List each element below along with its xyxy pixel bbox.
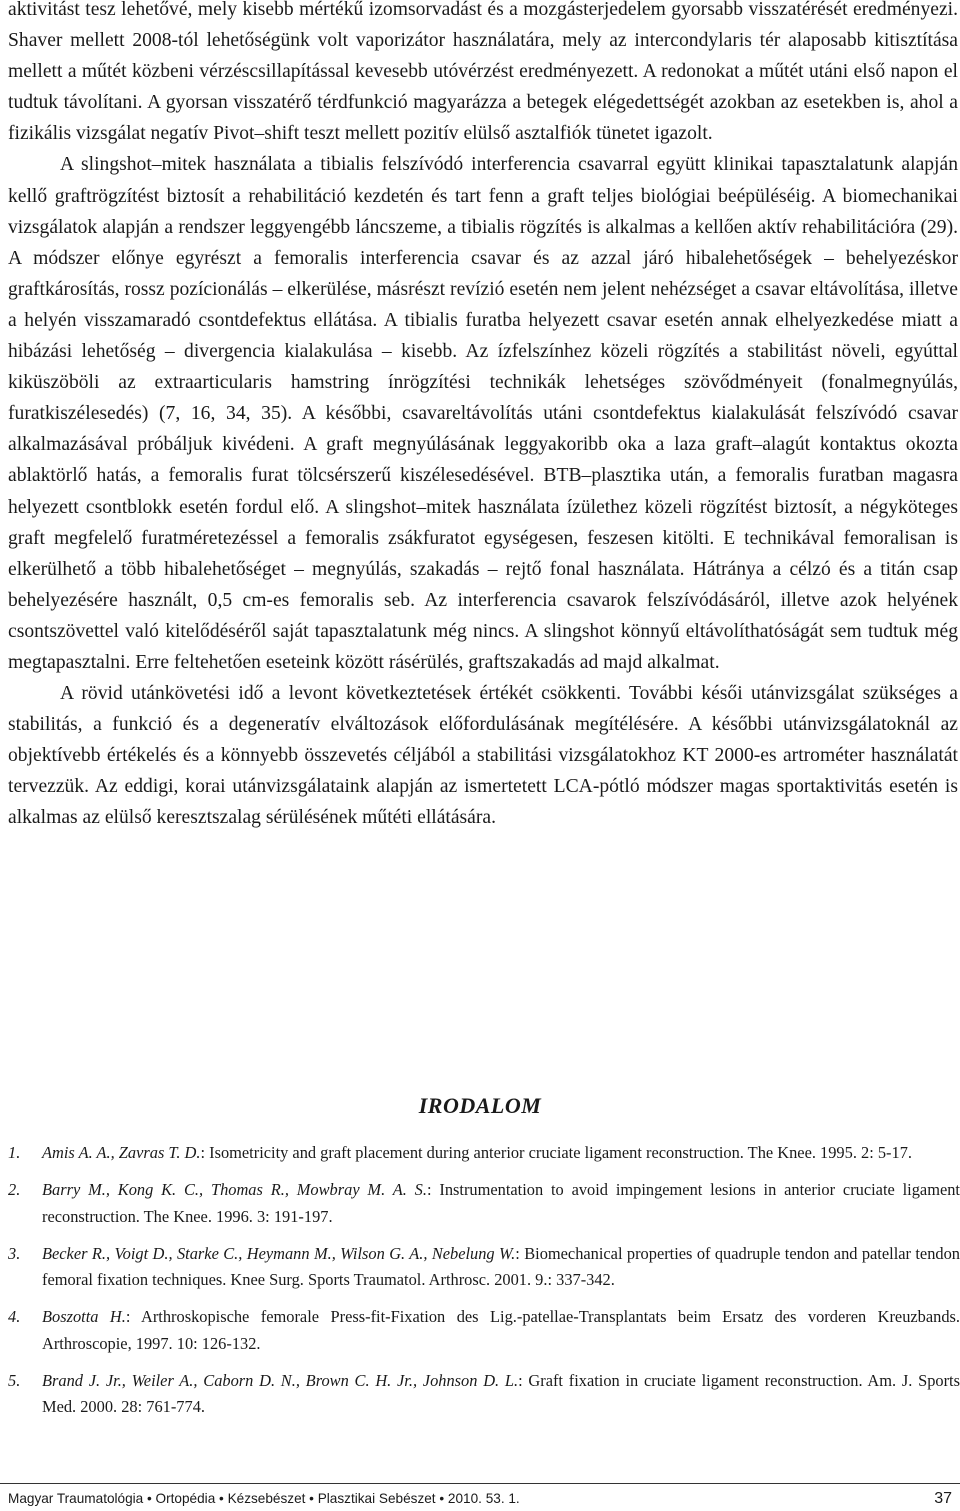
reference-authors: Becker R., Voigt D., Starke C., Heymann M., Wilson G. A., Nebelung W. (42, 1243, 516, 1263)
page-footer (8, 1489, 952, 1509)
reference-citation: : Instrumentation to avoid impingement lesions in anterior cruciate ligament reconstruction. The Knee. 1996. 3: 191-197. (42, 1180, 960, 1226)
article-body (8, 0, 958, 834)
reference-item (0, 1177, 960, 1230)
references-heading: IRODALOM (418, 1093, 542, 1118)
reference-list (0, 1140, 960, 1431)
body-paragraph: aktivitást tesz lehetővé, mely kisebb mértékű izomsorvadást és a mozgásterjedelem gyorsabb visszatérését eredményezi. Shaver mellett 2008-tól lehetőségünk volt vaporizátor használatára, mely az intercondylaris tér alaposabb kitisztítása mellett a műtét közbeni vérzéscsillapítással kevesebb utóvérzést eredményezett. A redonokat a műtét utáni első napon el tudtuk távolítani. A gyorsan visszatérő térdfunkció magyarázza a betegek elégedettségét azokban az esetekben is, ahol a fizikális vizsgálat negatív Pivot–shift teszt mellett pozitív elülső asztalfiók tünetet igazolt. (8, 0, 958, 145)
reference-citation: : Graft fixation in cruciate ligament reconstruction. Am. J. Sports Med. 2000. 28: 761-774. (42, 1370, 960, 1416)
journal-citation: Magyar Traumatológia • Ortopédia • Kézsebészet • Plasztikai Sebészet • 2010. 53. 1. (8, 1491, 520, 1506)
reference-authors: Brand J. Jr., Weiler A., Caborn D. N., Brown C. H. Jr., Johnson D. L. (42, 1370, 519, 1390)
reference-item (0, 1140, 960, 1167)
reference-item (0, 1368, 960, 1421)
reference-citation: : Arthroskopische femorale Press-fit-Fixation des Lig.-patellae-Transplantats beim Ersatz des vorderen Kreuzbands. Arthroscopie, 1997. 10: 126-132. (42, 1307, 960, 1353)
reference-item (0, 1241, 960, 1294)
reference-item (0, 1304, 960, 1357)
reference-number: 3. (8, 1243, 21, 1263)
reference-number: 5. (8, 1370, 21, 1390)
reference-authors: Barry M., Kong K. C., Thomas R., Mowbray M. A. S. (42, 1180, 427, 1199)
reference-authors: Amis A. A., Zavras T. D. (42, 1143, 201, 1162)
body-paragraph: A rövid utánkövetési idő a levont következtetések értékét csökkenti. További késői utánvizsgálat szükséges a stabilitás, a funkció és a degeneratív elváltozások előfordulásának megítélésére. A későbbi utánvizsgálatoknál az objektívebb értékelés és a könnyebb összevetés céljából a stabilitási vizsgálatokhoz KT 2000-es artrométer használatát tervezzük. Az eddigi, korai utánvizsgálataink alapján az ismertetett LCA-pótló módszer magas sportaktivitás esetén is alkalmas az elülső keresztszalag sérülésének műtéti ellátására. (8, 683, 958, 829)
reference-number: 1. (8, 1143, 21, 1162)
reference-citation: : Isometricity and graft placement during anterior cruciate ligament reconstruction. The Knee. 1995. 2: 5-17. (200, 1143, 913, 1162)
page-number: 37 (934, 1490, 952, 1507)
reference-authors: Boszotta H. (42, 1307, 126, 1326)
body-paragraph: A slingshot–mitek használata a tibialis felszívódó interferencia csavarral együtt klinikai tapasztalatunk alapján kellő graftrögzítést biztosít a rehabilitáció kezdetén és tart fenn a graft teljes biológiai beépüléséig. A biomechanikai vizsgálatok alapján a rendszer leggyengébb láncszeme, a tibialis rögzítés is alkalmas a kellően aktív rehabilitációra (29). A módszer előnye egyrészt a femoralis interferencia csavar és az azzal járó hibalehetőségek – behelyezéskor graftkárosítás, rossz pozícionálás – elkerülése, másrészt revízió esetén nem jelent nehézséget a csavar eltávolítása, illetve a helyén visszamaradó csontdefektus ellátása. A tibialis furatba helyezett csavar esetén annak elhelyezkedése miatt a hibázási lehetőség – divergencia kialakulása – kisebb. Az ízfelszínhez közeli rögzítés a stabilitást növeli, egyúttal kiküszöböli az extraarticularis hamstring ínrögzítési technikák lehetséges szövődményeit (fonalmegnyúlás, furatkiszélesedés) (7, 16, 34, 35). A későbbi, csavareltávolítás utáni csontdefektus kialakulását felszívódó csavar alkalmazásával próbáljuk kivédeni. A graft megnyúlásának leggyakoribb oka a laza graft–alagút kontaktus okozta ablaktörlő hatás, a femoralis furat tölcsérszerű kiszélesedésével. BTB–plasztika után, a femoralis furatban magasra helyezett csontblokk esetén fordul elő. A slingshot–mitek használata ízülethez közeli rögzítést biztosít, a négyköteges graft megfelelő furatméretezéssel a femoralis zsákfuratot egységesen, feszesen kitölti. E technikával femoralisan is elkerülhető a több hibalehetőséget – megnyúlás, szakadás – rejtő fonal használata. Hátránya a célzó és a titán csap behelyezésére használt, 0,5 cm-es femoralis seb. Az interferencia csavarok felszívódásáról, illetve azok helyének csontszövettel való kitelődéséről saját tapasztalatunk még nincs. A slingshot könnyű eltávolíthatóságát sem tudtuk még megtapasztalni. Erre feltehetően eseteink között rásérülés, graftszakadás ad majd alkalmat. (8, 154, 958, 673)
footer-divider (0, 1483, 960, 1484)
reference-citation: : Biomechanical properties of quadruple tendon and patellar tendon femoral fixation techniques. Knee Surg. Sports Traumatol. Arthrosc. 2001. 9.: 337-342. (42, 1243, 960, 1289)
reference-number: 4. (8, 1307, 21, 1326)
reference-number: 2. (8, 1180, 21, 1199)
